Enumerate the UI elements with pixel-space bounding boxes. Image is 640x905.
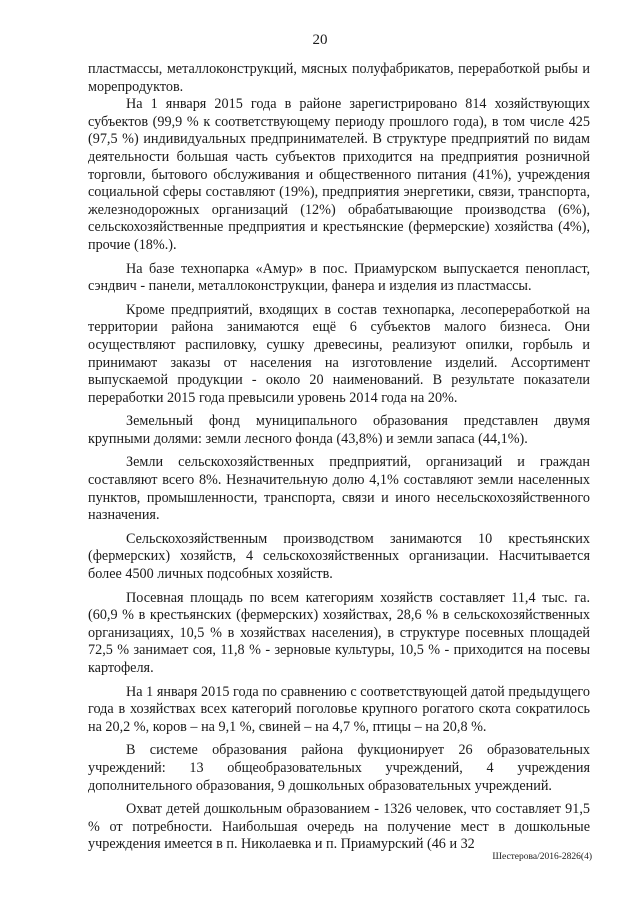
paragraph-agriculture-producers: Сельскохозяйственным производством занимаются 10 крестьянских (фермерских) хозяйств, 4 сельскохозяйственных организации. Насчитывается более 4500 личных подсобных хозяйств. <box>88 530 590 583</box>
paragraph-economic-entities: На 1 января 2015 года в районе зарегистрировано 814 хозяйствующих субъектов (99,9 % к соответствующему периоду прошлого года), в том числе 425 (97,5 %) индивидуальных предпринимателей. В структуре предприятий по видам деятельности большая часть субъектов приходится на предприятия розничной торговли, бытового обслуживания и общественного питания (41%), учреждения социальной сферы составляют (19%), предприятия энергетики, связи, транспорта, железнодорожных организаций (12%) обрабатывающие производства (6%), сельскохозяйственные предприятия и крестьянские (фермерские) хозяйства (4%), прочие (18%.). <box>88 96 590 253</box>
page-number: 20 <box>312 32 328 48</box>
paragraph-sown-area: Посевная площадь по всем категориям хозяйств составляет 11,4 тыс. га. (60,9 % в крестьянских (фермерских) хозяйствах, 28,6 % в сельскохозяйственных организациях, 10,5 % в хозяйствах населения), в структуре посевных площадей 72,5 % занимает соя, 11,8 % - зерновые культуры, 10,5 % - приходится на посевы картофеля. <box>88 589 590 676</box>
paragraph-technopark: На базе технопарка «Амур» в пос. Приамурском выпускается пенопласт, сэндвич - панели, металлоконструкции, фанера и изделия из пластмассы. <box>88 260 590 295</box>
document-body <box>88 61 590 860</box>
paragraph-preschool-coverage: Охват детей дошкольным образованием - 1326 человек, что составляет 91,5 % от потребности. Наибольшая очередь на получение мест в дошкольные учреждения имеется в п. Николаевка и п. Приамурский (46 и 32 <box>88 801 590 853</box>
paragraph-land-fund: Земельный фонд муниципального образования представлен двумя крупными долями: земли лесного фонда (43,8%) и земли запаса (44,1%). <box>88 413 590 447</box>
document-footer-code: Шестерова/2016-2826(4) <box>492 852 592 862</box>
paragraph-wood-processing: Кроме предприятий, входящих в состав технопарка, лесопереработкой на территории района занимаются ещё 6 субъектов малого бизнеса. Они осуществляют распиловку, сушку древесины, реализуют опилки, горбыль и принимают заказы от населения на изготовление изделий. Ассортимент выпускаемой продукции - около 20 наименований. В результате показатели переработки 2015 года превысили уровень 2014 года на 20%. <box>88 301 590 406</box>
paragraph-education-system: В системе образования района фукционирует 26 образовательных учреждений: 13 общеобразовательных учреждений, 4 учреждения дополнительного образования, 9 дошкольных образовательных учреждений. <box>88 742 590 794</box>
paragraph-agricultural-land: Земли сельскохозяйственных предприятий, организаций и граждан составляют всего 8%. Незначительную долю 4,1% составляют земли населенных пунктов, промышленности, транспорта, связи и иного несельскохозяйственного назначения. <box>88 454 590 524</box>
paragraph-livestock: На 1 января 2015 года по сравнению с соответствующей датой предыдущего года в хозяйствах всех категорий поголовье крупного рогатого скота сократилось на 20,2 %, коров – на 9,1 %, свиней – на 4,7 %, птицы – на 20,8 %. <box>88 683 590 735</box>
paragraph-continuation: пластмассы, металлоконструкций, мясных полуфабрикатов, переработкой рыбы и морепродуктов. <box>88 61 590 95</box>
